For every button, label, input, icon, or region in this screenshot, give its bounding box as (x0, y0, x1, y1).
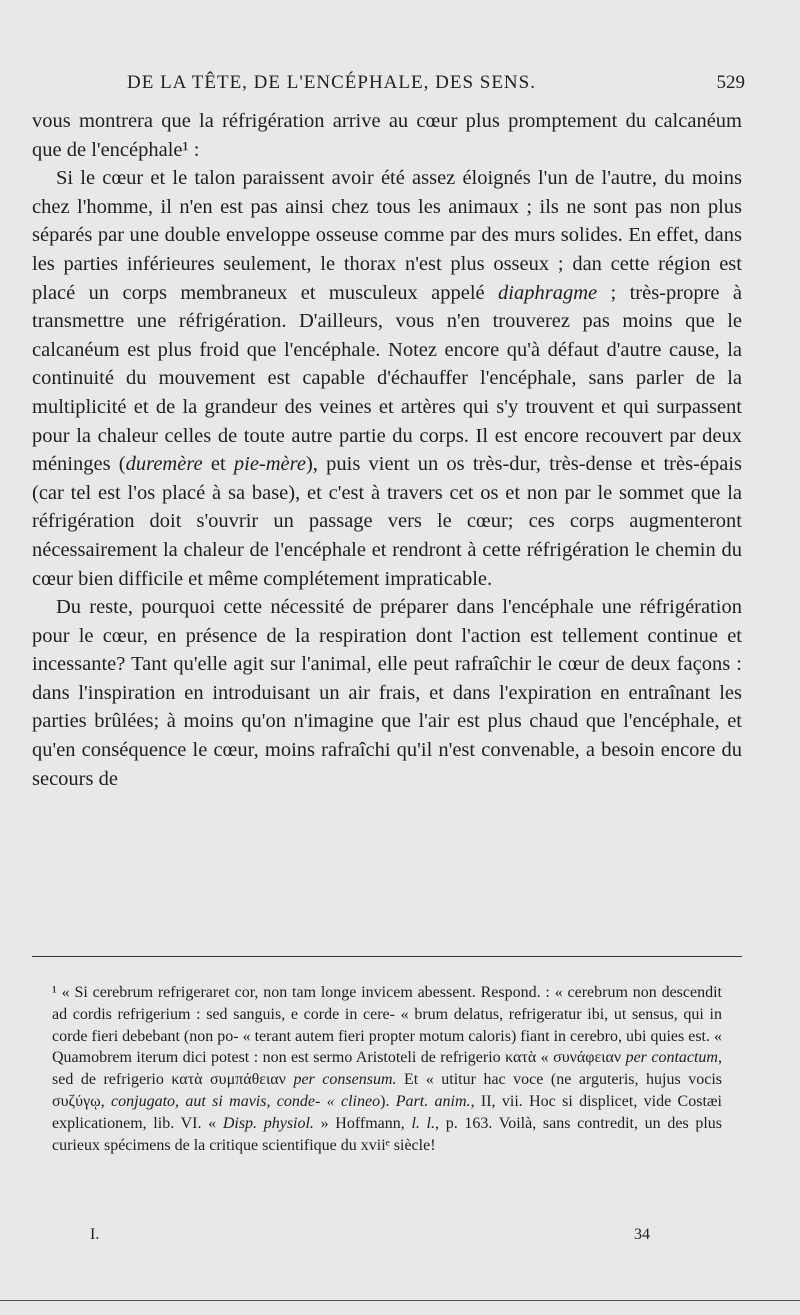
footnote-italic-5: Disp. physiol. (222, 1114, 314, 1132)
paragraph-3 (32, 593, 742, 793)
italic-term-piemere: pie-mère (233, 453, 306, 476)
paragraph-2-text-c: et (202, 453, 234, 476)
paragraph-1 (32, 107, 742, 164)
paragraph-2-text-b: ; très-propre à transmettre une réfrigération. D'ailleurs, vous n'en trouverez pas moins que le calcanéum est plus froid que l'encéphale. Notez encore qu'à défaut d'autre cause, la continuité du mouvement est capable d'échauffer l'encéphale, sans parler de la multiplicité et de la grandeur des veines et artères qui s'y trouvent et qui surpassent pour la chaleur celles de toute autre partie du corps. Il est encore recouvert par deux méninges ( (32, 281, 742, 476)
paragraph-2 (32, 164, 742, 593)
footnote-text-3: Et « utitur hac voce (ne arguteris, hujus vocis συζύγῳ, (52, 1071, 723, 1110)
footnote-text-7: , p. 163. Voilà, sans contredit, un des plus curieux spécimens de la critique scientifique du xviiᵉ siècle! (52, 1114, 723, 1154)
paragraph-2-text-d: ), puis vient un os très-dur, très-dense et très-épais (car tel est l'os placé à sa base), et c'est à travers cet os et non par le sommet que la réfrigération doit s'ouvrir un passage vers le cœur; ces corps augmenteront nécessairement la chaleur de l'encéphale et rendront à cette réfrigération le chemin du cœur bien difficile et même complétement impraticable. (32, 453, 742, 590)
footnote-divider (32, 956, 742, 957)
italic-term-duremere: duremère (125, 453, 203, 476)
paragraph-1-text: vous montrera que la réfrigération arrive au cœur plus promptement du calcanéum que de l'encéphale¹ : (32, 110, 742, 161)
footnote-italic-1: per contactum (625, 1049, 718, 1067)
footnote-italic-2: per consensum. (293, 1071, 397, 1089)
page-footer (90, 1226, 650, 1250)
footnote-text-1: ¹ « Si cerebrum refrigeraret cor, non tam longe invicem abessent. Respond. : « cerebrum non descendit ad cordis refrigerium : sed sanguis, e corde in cere- « brum delatus, refrigeratur ibi, ut sensus, qui in corde fieri debebant (non po- « terant autem fieri propter motum caloris) fiant in cerebro, ubi quies est. « Quamobrem iterum dici potest : non est sermo Aristoteli de refrigerio κατὰ « συνάφειαν (52, 984, 722, 1067)
paragraph-3-text: Du reste, pourquoi cette nécessité de préparer dans l'encéphale une réfrigération pour le cœur, en présence de la respiration dont l'action est tellement continue et incessante? Tant qu'elle agit sur l'animal, elle peut rafraîchir le cœur de deux façons : dans l'inspiration en introduisant un air frais, et dans l'expiration en entraînant les parties brûlées; à moins qu'on n'imagine que l'air est plus chaud que l'encéphale, et qu'en conséquence le cœur, moins rafraîchi qu'il n'est convenable, a besoin encore du secours de (32, 596, 742, 790)
footnote-italic-4: Part. anim. (395, 1092, 471, 1110)
main-text (32, 107, 742, 793)
page-header (32, 72, 745, 104)
footnote-text-5: , II, vii. Hoc si displicet, vide Costæi explicationem, lib. VI. « (52, 1092, 723, 1132)
running-head: DE LA TÊTE, DE L'ENCÉPHALE, DES SENS. (127, 72, 536, 93)
footnote-italic-6: l. l. (411, 1114, 436, 1132)
footnote (52, 982, 722, 1156)
paragraph-2-text-a: Si le cœur et le talon paraissent avoir été assez éloignés l'un de l'autre, du moins chez l'homme, il n'en est pas ainsi chez tous les animaux ; ils ne sont pas non plus séparés par une double enveloppe osseuse comme par des murs solides. En effet, dans les parties inférieures seulement, le thorax n'est plus osseux ; dan cette région est placé un corps membraneux et musculeux appelé (32, 167, 742, 304)
bottom-edge-line (0, 1300, 800, 1301)
footnote-text-4: ). (380, 1092, 396, 1110)
footnote-italic-3: conjugato, aut si mavis, conde- « clineo (111, 1092, 381, 1110)
footnote-text-2: , sed de refrigerio κατὰ συμπάθειαν (52, 1049, 722, 1089)
italic-term-diaphragme: diaphragme (498, 281, 598, 304)
signature-mark: I. (90, 1226, 100, 1243)
folio-number: 34 (634, 1226, 650, 1243)
page-number: 529 (716, 72, 745, 93)
footnote-text-6: » Hoffmann, (313, 1114, 412, 1132)
